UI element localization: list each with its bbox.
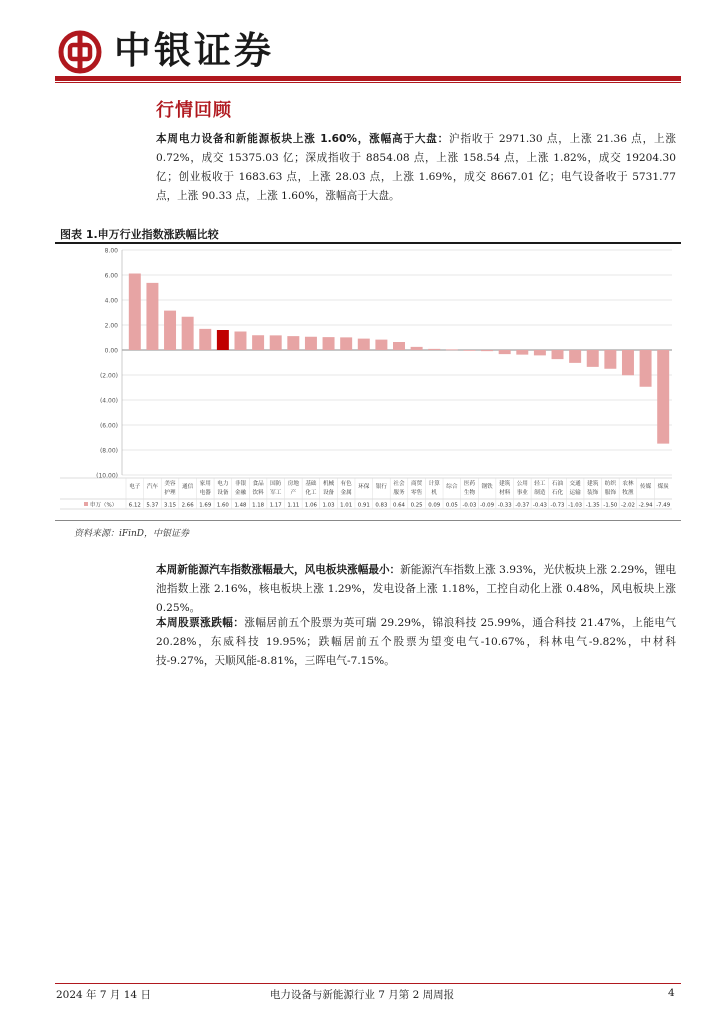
value-label: 3.15 — [164, 502, 177, 509]
category-label: 传媒 — [639, 484, 652, 490]
category-label: 生物 — [463, 490, 476, 496]
category-label: 银行 — [375, 484, 387, 490]
category-label: 电力 — [217, 481, 229, 487]
figure-caption: 图表 1.申万行业指数涨跌幅比较 — [60, 228, 219, 241]
category-label: 农林 — [622, 481, 634, 487]
category-label: 电器 — [199, 490, 211, 496]
chart-data-table — [60, 478, 672, 509]
footer-title: 电力设备与新能源行业 7 月第 2 周周报 — [269, 989, 455, 1001]
chart-bar — [375, 340, 387, 350]
value-label: 1.48 — [234, 502, 247, 509]
paragraph-body: 沪指收于 2971.30 点，上涨 21.36 点，上涨 0.72%，成交 15375.03 亿；深成指收于 8854.08 点，上涨 158.54 点，上涨 1.82%，成交 19204.30 亿；创业板收于 1683.63 点，上涨 28.03 点，上涨 1.69%，成交 8667.01 亿；电气设备收于 5731.77 点，上涨 90.33 点，上涨 1.60%，涨幅高于大盘。 — [156, 133, 676, 202]
category-label: 电子 — [129, 484, 141, 490]
chart-bar — [323, 337, 335, 350]
legend-swatch — [84, 502, 88, 506]
y-tick-label: (10.00) — [96, 472, 118, 480]
header-rule — [55, 76, 681, 81]
category-label: 石化 — [551, 490, 564, 496]
category-label: 服务 — [393, 490, 405, 496]
chart-bar — [411, 347, 423, 350]
category-label: 金属 — [340, 490, 352, 496]
category-label: 设备 — [322, 490, 335, 496]
chart-bar — [499, 350, 511, 354]
chart-bar — [604, 350, 616, 369]
category-label: 房地 — [287, 481, 299, 487]
value-label: -2.02 — [620, 502, 635, 509]
value-label: -1.35 — [585, 502, 600, 509]
bank-of-china-logo-icon — [58, 30, 102, 74]
chart-bar — [199, 329, 211, 350]
category-label: 商贸 — [411, 481, 423, 487]
category-label: 石油 — [551, 481, 564, 487]
footer-rule — [55, 983, 681, 984]
category-label: 金融 — [234, 490, 247, 496]
paragraph-sector-indices — [156, 561, 676, 618]
category-label: 汽车 — [146, 484, 159, 490]
value-label: 1.11 — [287, 502, 300, 509]
y-tick-label: 8.00 — [104, 247, 118, 255]
chart-bar — [393, 342, 405, 350]
chart-bar — [234, 332, 246, 351]
value-label: 0.09 — [428, 502, 441, 509]
value-label: -1.50 — [603, 502, 618, 509]
value-label: 1.03 — [322, 502, 335, 509]
value-label: -1.03 — [568, 502, 583, 509]
category-label: 产 — [290, 490, 297, 496]
value-label: 1.01 — [340, 502, 353, 509]
category-label: 化工 — [305, 490, 317, 496]
y-tick-label: 0.00 — [104, 347, 118, 355]
value-label: -0.37 — [515, 502, 530, 509]
category-label: 制造 — [534, 490, 546, 496]
chart-bar — [463, 350, 475, 351]
category-label: 通信 — [182, 484, 194, 490]
value-label: 0.91 — [357, 502, 370, 509]
category-label: 轻工 — [534, 481, 546, 487]
paragraph-body: 新能源汽车指数上涨 3.93%，光伏板块上涨 2.29%，锂电池指数上涨 2.16%，核电板块上涨 1.29%，发电设备上涨 1.18%，工控自动化上涨 0.48%，风电板块上涨 0.25%。 — [156, 564, 677, 614]
paragraph-body: 涨幅居前五个股票为英可瑞 29.29%，锦浪科技 25.99%，通合科技 21.47%，上能电气 20.28%，东威科技 19.95%；跌幅居前五个股票为望变电气-10.67%，科林电气-9.82%，中材科技-9.27%，天顺风能-8.81%，三晖电气-7.15%。 — [156, 617, 676, 667]
value-label: -0.33 — [497, 502, 512, 509]
chart-bar — [340, 337, 352, 350]
chart-bar — [587, 350, 599, 367]
footer-date: 2024 年 7 月 14 日 — [56, 989, 151, 1001]
chart-bar — [534, 350, 546, 355]
category-label: 社会 — [393, 481, 405, 487]
category-label: 机 — [431, 490, 438, 496]
category-label: 设备 — [217, 490, 229, 496]
y-tick-label: (4.00) — [99, 397, 118, 405]
y-tick-label: 2.00 — [104, 322, 118, 330]
value-label: 0.05 — [445, 502, 458, 509]
category-label: 有色 — [340, 481, 352, 487]
category-label: 装饰 — [587, 490, 599, 496]
category-label: 材料 — [499, 490, 511, 496]
y-tick-label: 4.00 — [104, 297, 118, 305]
page-number: 4 — [668, 987, 675, 999]
category-label: 服饰 — [604, 490, 616, 496]
category-label: 建筑 — [499, 481, 511, 487]
category-label: 基础 — [305, 481, 317, 487]
category-label: 综合 — [446, 484, 458, 490]
category-label: 建筑 — [587, 481, 599, 487]
chart-y-ticks — [96, 248, 118, 480]
value-label: 0.64 — [392, 502, 406, 509]
value-label: 0.83 — [375, 502, 388, 509]
chart-bar — [622, 350, 634, 375]
category-label: 医药 — [463, 481, 476, 487]
chart-bar — [305, 337, 317, 350]
value-label: -7.49 — [656, 502, 671, 509]
category-label: 公用 — [516, 481, 528, 487]
chart-bar — [129, 274, 141, 351]
category-label: 运输 — [569, 490, 581, 496]
category-label: 家用 — [199, 481, 211, 487]
chart-bars — [129, 274, 669, 444]
category-label: 事业 — [516, 490, 528, 496]
category-label: 食品 — [252, 481, 264, 487]
figure-bottom-rule — [55, 520, 681, 521]
y-tick-label: 6.00 — [104, 272, 118, 280]
value-label: -0.73 — [550, 502, 565, 509]
legend-series-label: 申万（%） — [90, 502, 118, 509]
paragraph-market-review — [156, 130, 676, 206]
category-label: 交通 — [569, 481, 581, 487]
chart-bar — [217, 330, 229, 350]
chart-bar — [287, 336, 299, 350]
category-label: 零售 — [411, 490, 423, 496]
category-label: 计算 — [428, 481, 440, 487]
chart-bar — [146, 283, 158, 350]
chart-bar — [657, 350, 669, 444]
category-label: 饮料 — [252, 490, 264, 496]
figure-source: 资料来源：iFinD，中银证券 — [74, 529, 190, 539]
paragraph-lead: 本周电力设备和新能源板块上涨 1.60%，涨幅高于大盘： — [156, 133, 450, 145]
value-label: 1.06 — [304, 502, 317, 509]
chart-bar — [516, 350, 528, 355]
header-rule-thin — [55, 82, 681, 83]
category-label: 非银 — [234, 481, 247, 487]
value-label: 1.17 — [269, 502, 282, 509]
category-label: 国防 — [270, 481, 282, 487]
value-label: 1.60 — [216, 502, 229, 509]
paragraph-lead: 本周股票涨跌幅： — [156, 617, 245, 629]
chart-bar — [164, 311, 176, 350]
chart-bar — [270, 335, 282, 350]
value-label: 1.18 — [252, 502, 265, 509]
chart-bar — [640, 350, 652, 387]
category-label: 美容 — [164, 481, 176, 487]
chart-bar — [446, 349, 458, 350]
value-label: 6.12 — [128, 502, 141, 509]
category-label: 机械 — [322, 481, 335, 487]
y-tick-label: (8.00) — [99, 447, 118, 455]
chart-bar — [428, 349, 440, 350]
chart-bar — [569, 350, 581, 363]
value-label: 1.69 — [199, 502, 212, 509]
chart-bar — [358, 339, 370, 350]
paragraph-lead: 本周新能源汽车指数涨幅最大，风电板块涨幅最小： — [156, 564, 401, 576]
value-label: -0.03 — [462, 502, 477, 509]
value-label: 2.66 — [181, 502, 194, 509]
category-label: 军工 — [270, 490, 282, 496]
industry-change-bar-chart — [60, 244, 680, 518]
category-label: 牧渔 — [622, 490, 634, 496]
category-label: 护理 — [164, 490, 176, 496]
y-tick-label: (2.00) — [99, 372, 118, 380]
value-label: -0.43 — [532, 502, 547, 509]
category-label: 环保 — [358, 484, 370, 490]
paragraph-stock-movers — [156, 614, 676, 671]
section-title: 行情回顾 — [156, 100, 232, 121]
brand-name: 中银证券 — [114, 29, 274, 72]
y-tick-label: (6.00) — [99, 422, 118, 430]
category-label: 纺织 — [604, 481, 616, 487]
chart-bar — [481, 350, 493, 351]
value-label: 5.37 — [146, 502, 159, 509]
chart-bar — [552, 350, 564, 359]
category-label: 钢铁 — [481, 484, 493, 490]
value-label: -2.94 — [638, 502, 653, 509]
category-label: 煤炭 — [657, 484, 669, 490]
chart-bar — [182, 317, 194, 350]
value-label: 0.25 — [410, 502, 423, 509]
chart-bar — [252, 335, 264, 350]
value-label: -0.09 — [480, 502, 495, 509]
